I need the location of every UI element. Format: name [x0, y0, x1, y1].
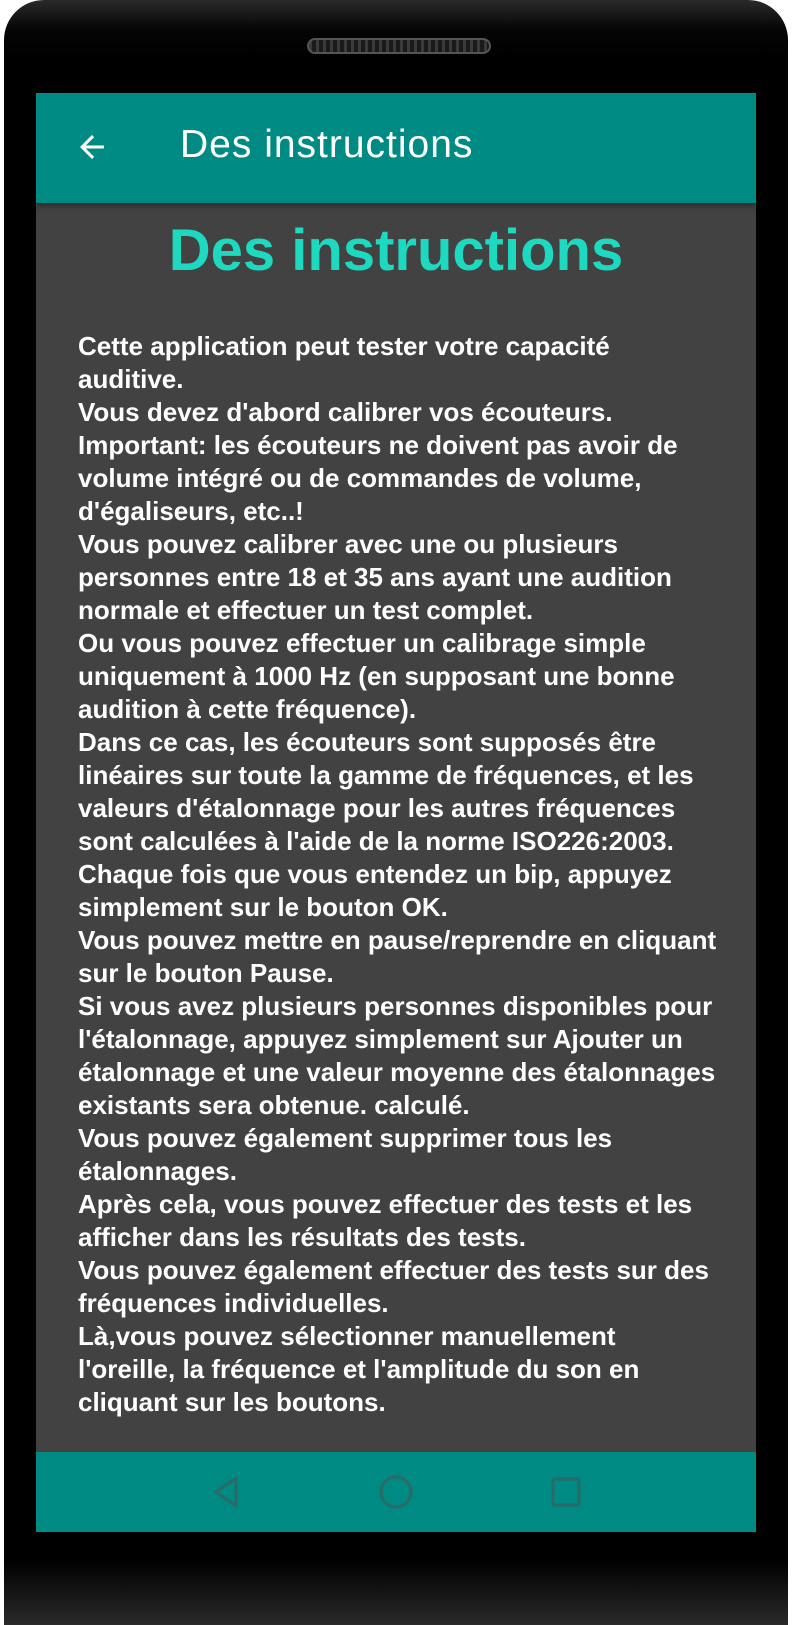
system-nav-bar: [36, 1452, 756, 1532]
app-bar: [36, 93, 756, 203]
instruction-paragraph: Vous pouvez mettre en pause/reprendre en cliquant sur le bouton Pause.: [78, 925, 717, 988]
instruction-paragraph: Vous pouvez également effectuer des tests sur des fréquences individuelles.: [78, 1255, 709, 1318]
nav-home-circle-icon: [378, 1474, 414, 1510]
instruction-paragraph: Cette application peut tester votre capacité auditive.: [78, 331, 610, 394]
earpiece-speaker: [307, 38, 491, 54]
back-button[interactable]: [64, 119, 120, 175]
page-heading: Des instructions: [168, 218, 624, 283]
instruction-paragraph: Dans ce cas, les écouteurs sont supposés être linéaires sur toute la gamme de fréquences, et les valeurs d'étalonnage pour les autres fréquences sont calculées à l'aide de la norme ISO226:2003.: [78, 727, 694, 856]
instruction-paragraph: Là,vous pouvez sélectionner manuellement l'oreille, la fréquence et l'amplitude du son en cliquant sur les boutons.: [78, 1321, 640, 1417]
instruction-paragraph: Si vous avez plusieurs personnes disponibles pour l'étalonnage, appuyez simplement sur Ajouter un étalonnage et une valeur moyenne des étalonnages existants sera obtenue. calculé.: [78, 991, 716, 1120]
instructions-text: [78, 330, 718, 1419]
arrow-back-icon: [74, 129, 110, 165]
app-bar-title: Des instructions: [180, 123, 474, 166]
instruction-paragraph: Vous pouvez calibrer avec une ou plusieurs personnes entre 18 et 35 ans ayant une audition normale et effectuer un test complet.: [78, 529, 672, 625]
instruction-paragraph: Après cela, vous pouvez effectuer des tests et les afficher dans les résultats des tests.: [78, 1189, 693, 1252]
nav-back-triangle-icon: [208, 1474, 244, 1510]
instruction-paragraph: Important: les écouteurs ne doivent pas avoir de volume intégré ou de commandes de volume, d'égaliseurs, etc..!: [78, 430, 678, 526]
instruction-paragraph: Ou vous pouvez effectuer un calibrage simple uniquement à 1000 Hz (en supposant une bonne audition à cette fréquence).: [78, 628, 675, 724]
instruction-paragraph: Vous pouvez également supprimer tous les étalonnages.: [78, 1123, 613, 1186]
instruction-paragraph: Chaque fois que vous entendez un bip, appuyez simplement sur le bouton OK.: [78, 859, 672, 922]
nav-recents-button[interactable]: [536, 1462, 596, 1522]
nav-home-button[interactable]: [366, 1462, 426, 1522]
instruction-paragraph: Vous devez d'abord calibrer vos écouteurs.: [78, 397, 613, 427]
nav-recents-square-icon: [548, 1474, 584, 1510]
nav-back-button[interactable]: [196, 1462, 256, 1522]
instructions-content[interactable]: [36, 203, 756, 1452]
app-screen: [36, 93, 756, 1532]
